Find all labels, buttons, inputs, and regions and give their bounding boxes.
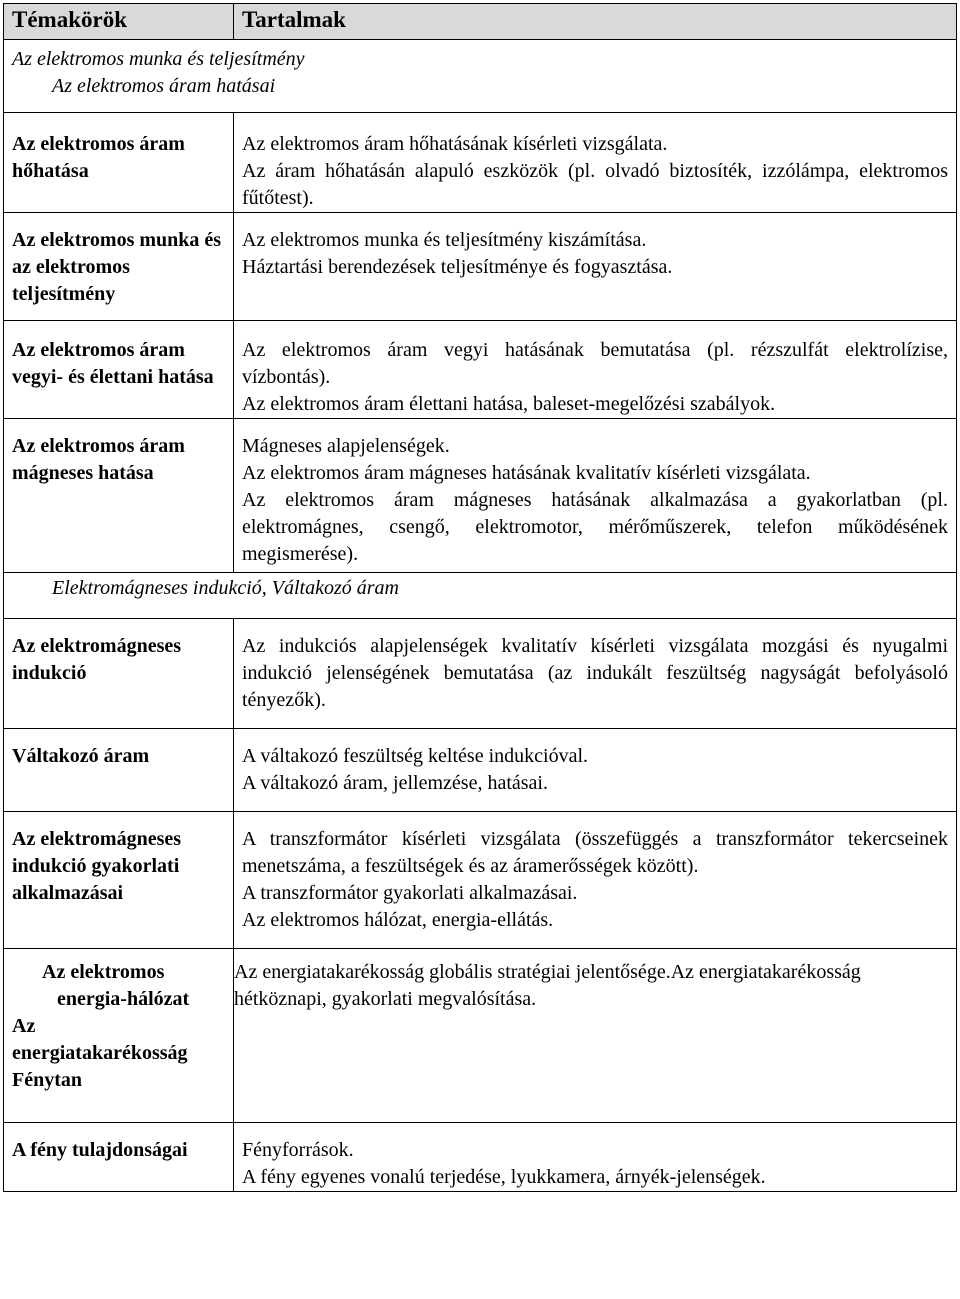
section-subtitle: Az elektromos áram hatásai bbox=[52, 75, 276, 97]
content-line: Mágneses alapjelenségek. bbox=[242, 435, 450, 457]
topic-cell bbox=[4, 812, 234, 949]
header-topics: Témakörök bbox=[4, 4, 234, 40]
content-line: Az elektromos áram mágneses hatásának kvalitatív kísérleti vizsgálata. bbox=[242, 462, 811, 484]
table-row bbox=[4, 729, 957, 812]
topic-cell bbox=[4, 619, 234, 729]
table-row bbox=[4, 812, 957, 949]
content-line: Az elektromos áram mágneses hatásának alkalmazása a gyakorlatban (pl. elektromágnes, csengő, elektromotor, mérőműszerek, telefon működésének megismerése). bbox=[242, 489, 948, 565]
topic-label: Az elektromos áram hőhatása bbox=[12, 133, 185, 182]
header-contents: Tartalmak bbox=[234, 4, 957, 40]
table-row bbox=[4, 213, 957, 321]
topic-line: energia-hálózat bbox=[57, 988, 190, 1010]
topic-cell bbox=[4, 949, 234, 1123]
topic-cell bbox=[4, 729, 234, 812]
content-line: A váltakozó áram, jellemzése, hatásai. bbox=[242, 772, 548, 794]
content-cell bbox=[234, 1123, 957, 1192]
topic-line: Fénytan bbox=[12, 1069, 82, 1091]
content-line: Fényforrások. bbox=[242, 1139, 354, 1161]
table-row bbox=[4, 949, 957, 1123]
table-header-row bbox=[4, 4, 957, 40]
topic-line: Az elektromos bbox=[42, 961, 165, 983]
topic-label: Az elektromos áram mágneses hatása bbox=[12, 435, 185, 484]
table-row bbox=[4, 321, 957, 419]
content-line: Az energiatakarékosság globális stratégiai jelentősége.Az energiatakarékosság hétköznapi, gyakorlati megvalósítása. bbox=[234, 961, 861, 1010]
content-cell bbox=[234, 419, 957, 573]
content-line: A váltakozó feszültség keltése indukcióval. bbox=[242, 745, 589, 767]
content-cell bbox=[234, 729, 957, 812]
content-line: Az elektromos munka és teljesítmény kiszámítása. bbox=[242, 229, 647, 251]
content-line: A transzformátor gyakorlati alkalmazásai. bbox=[242, 882, 578, 904]
section-title: Az elektromos munka és teljesítmény bbox=[12, 48, 305, 70]
table-row bbox=[4, 619, 957, 729]
table-row bbox=[4, 1123, 957, 1192]
topic-cell bbox=[4, 321, 234, 419]
topic-line: energiatakarékosság bbox=[12, 1042, 188, 1064]
content-cell bbox=[234, 812, 957, 949]
topic-label: A fény tulajdonságai bbox=[12, 1139, 188, 1161]
topic-cell bbox=[4, 1123, 234, 1192]
topic-label: Az elektromos áram vegyi- és élettani hatása bbox=[12, 339, 214, 388]
topic-label: Az elektromágneses indukció gyakorlati alkalmazásai bbox=[12, 828, 182, 904]
content-cell bbox=[234, 619, 957, 729]
content-cell bbox=[234, 113, 957, 213]
curriculum-table bbox=[3, 3, 957, 1192]
table-row bbox=[4, 419, 957, 573]
content-line: Az elektromos hálózat, energia-ellátás. bbox=[242, 909, 554, 931]
content-line: Az elektromos áram vegyi hatásának bemutatása (pl. rézszulfát elektrolízise, vízbontás). bbox=[242, 339, 948, 388]
content-line: Az áram hőhatásán alapuló eszközök (pl. olvadó biztosíték, izzólámpa, elektromos fűtőtest). bbox=[242, 160, 948, 209]
topic-label: Az elektromágneses indukció bbox=[12, 635, 182, 684]
table-row bbox=[4, 113, 957, 213]
topic-cell bbox=[4, 419, 234, 573]
topic-cell bbox=[4, 113, 234, 213]
content-line: Az elektromos áram hőhatásának kísérleti vizsgálata. bbox=[242, 133, 668, 155]
topic-label: Váltakozó áram bbox=[12, 745, 150, 767]
content-line: A fény egyenes vonalú terjedése, lyukkamera, árnyék-jelenségek. bbox=[242, 1166, 766, 1188]
content-line: A transzformátor kísérleti vizsgálata (összefüggés a transzformátor tekercseinek menetszáma, a feszültségek és az áramerősségek között). bbox=[242, 828, 948, 877]
section-title: Elektromágneses indukció, Váltakozó áram bbox=[52, 577, 399, 599]
topic-label: Az elektromos munka és az elektromos teljesítmény bbox=[12, 229, 222, 305]
section-heading bbox=[4, 40, 957, 113]
section-row bbox=[4, 573, 957, 619]
content-cell bbox=[234, 321, 957, 419]
topic-line: Az bbox=[12, 1015, 36, 1037]
content-cell bbox=[234, 213, 957, 321]
section-heading bbox=[4, 573, 957, 619]
section-row bbox=[4, 40, 957, 113]
content-cell bbox=[234, 949, 957, 1123]
content-line: Az elektromos áram élettani hatása, baleset-megelőzési szabályok. bbox=[242, 393, 776, 415]
topic-cell bbox=[4, 213, 234, 321]
content-line: Háztartási berendezések teljesítménye és fogyasztása. bbox=[242, 256, 673, 278]
content-line: Az indukciós alapjelenségek kvalitatív kísérleti vizsgálata mozgási és nyugalmi indukció jelenségének bemutatása (az indukált feszültség nagyságát befolyásoló tényezők). bbox=[242, 635, 948, 711]
